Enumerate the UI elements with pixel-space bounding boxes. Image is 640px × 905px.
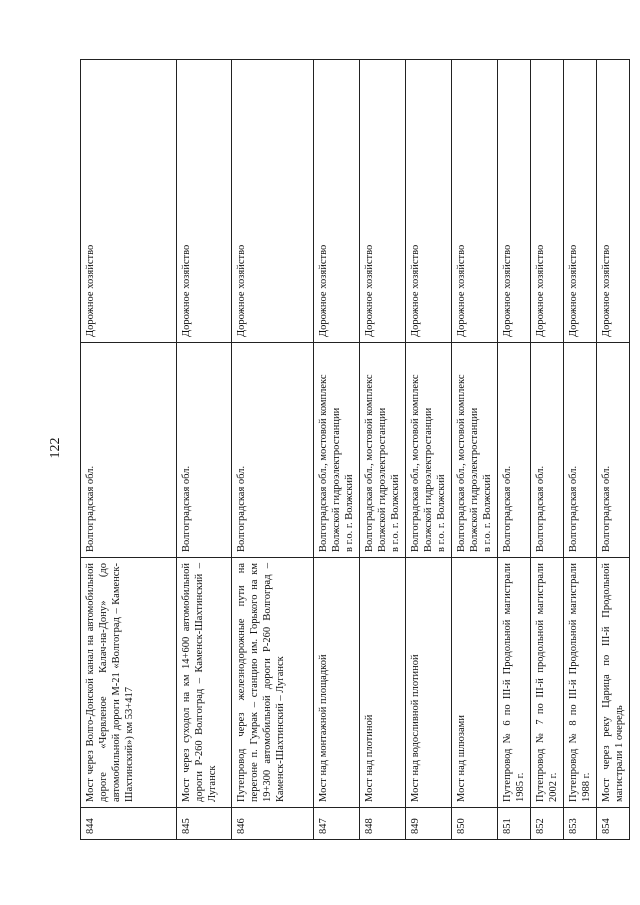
object-category: Дорожное хозяйство [177, 60, 232, 343]
row-number: 850 [452, 808, 498, 840]
object-name: Мост через реку Царица по III-й Продольной магистрали 1 очередь [597, 558, 630, 808]
object-location-sub: в г.о. г. Волжский [482, 474, 493, 552]
row-number: 844 [81, 808, 177, 840]
object-location-sub: в г.о. г. Волжский [390, 474, 401, 552]
table-row [498, 60, 531, 840]
object-location: Волгоградская обл., мостовой комплекс Волжской гидроэлектростанции в г.о. г. Волжский [360, 343, 406, 558]
row-number: 845 [177, 808, 232, 840]
object-category: Дорожное хозяйство [597, 60, 630, 343]
object-category: Дорожное хозяйство [232, 60, 314, 343]
table-row [406, 60, 452, 840]
object-category: Дорожное хозяйство [452, 60, 498, 343]
row-number: 848 [360, 808, 406, 840]
table-row [360, 60, 406, 840]
object-category: Дорожное хозяйство [360, 60, 406, 343]
object-category: Дорожное хозяйство [564, 60, 597, 343]
object-location: Волгоградская обл. [498, 343, 531, 558]
object-category: Дорожное хозяйство [406, 60, 452, 343]
table-row [531, 60, 564, 840]
object-location: Волгоградская обл. [177, 343, 232, 558]
table-row [81, 60, 177, 840]
object-name: Путепровод № 8 по III-й Продольной магистрали 1988 г. [564, 558, 597, 808]
row-number: 846 [232, 808, 314, 840]
object-name: Путепровод № 6 по III-й Продольной магистрали 1985 г. [498, 558, 531, 808]
object-location: Волгоградская обл. [564, 343, 597, 558]
object-name: Мост над шлюзами [452, 558, 498, 808]
object-location: Волгоградская обл. [531, 343, 564, 558]
row-number: 852 [531, 808, 564, 840]
object-location: Волгоградская обл., мостовой комплекс Волжской гидроэлектростанции в г.о. г. Волжский [452, 343, 498, 558]
object-location: Волгоградская обл. [597, 343, 630, 558]
object-location: Волгоградская обл. [81, 343, 177, 558]
row-number: 851 [498, 808, 531, 840]
row-number: 853 [564, 808, 597, 840]
page-number: 122 [48, 437, 63, 459]
row-number: 847 [314, 808, 360, 840]
object-name: Мост над плотиной [360, 558, 406, 808]
table-row [452, 60, 498, 840]
row-number: 849 [406, 808, 452, 840]
row-number: 854 [597, 808, 630, 840]
object-location: Волгоградская обл. [232, 343, 314, 558]
object-name: Путепровод № 7 по III-й продольной магистрали 2002 г. [531, 558, 564, 808]
table-row [177, 60, 232, 840]
table-row [232, 60, 314, 840]
object-category: Дорожное хозяйство [498, 60, 531, 343]
object-location: Волгоградская обл., мостовой комплекс Волжской гидроэлектростанции в г.о. г. Волжский [406, 343, 452, 558]
object-location: Волгоградская обл., мостовой комплекс Волжской гидроэлектростанции в г.о. г. Волжский [314, 343, 360, 558]
object-name: Мост над водосливной плотиной [406, 558, 452, 808]
object-location-sub: в г.о. г. Волжский [436, 474, 447, 552]
object-name: Мост над монтажной площадкой [314, 558, 360, 808]
object-name: Путепровод через железнодорожные пути на перегоне п. Гумрак – станцию им. Горького на км 19+300 автомобильной дороги Р-260 Волгоград – Каменск-Шахтинский – Луганск [232, 558, 314, 808]
table-row [564, 60, 597, 840]
object-name: Мост через Волго-Донской канал на автомобильной дороге «Червленое Калач-на-Дону» (до автомобильной дороги М-21 «Волгоград – Каменск-Шахтинский») км 53+417 [81, 558, 177, 808]
object-location-sub: в г.о. г. Волжский [344, 474, 355, 552]
rotated-table-wrapper [80, 60, 625, 840]
objects-table [80, 59, 630, 840]
table-row [597, 60, 630, 840]
table-row [314, 60, 360, 840]
object-name: Мост через суходол на км 14+600 автомобильной дороги Р-260 Волгоград – Каменск-Шахтинский – Луганск [177, 558, 232, 808]
object-category: Дорожное хозяйство [314, 60, 360, 343]
object-category: Дорожное хозяйство [531, 60, 564, 343]
object-category: Дорожное хозяйство [81, 60, 177, 343]
